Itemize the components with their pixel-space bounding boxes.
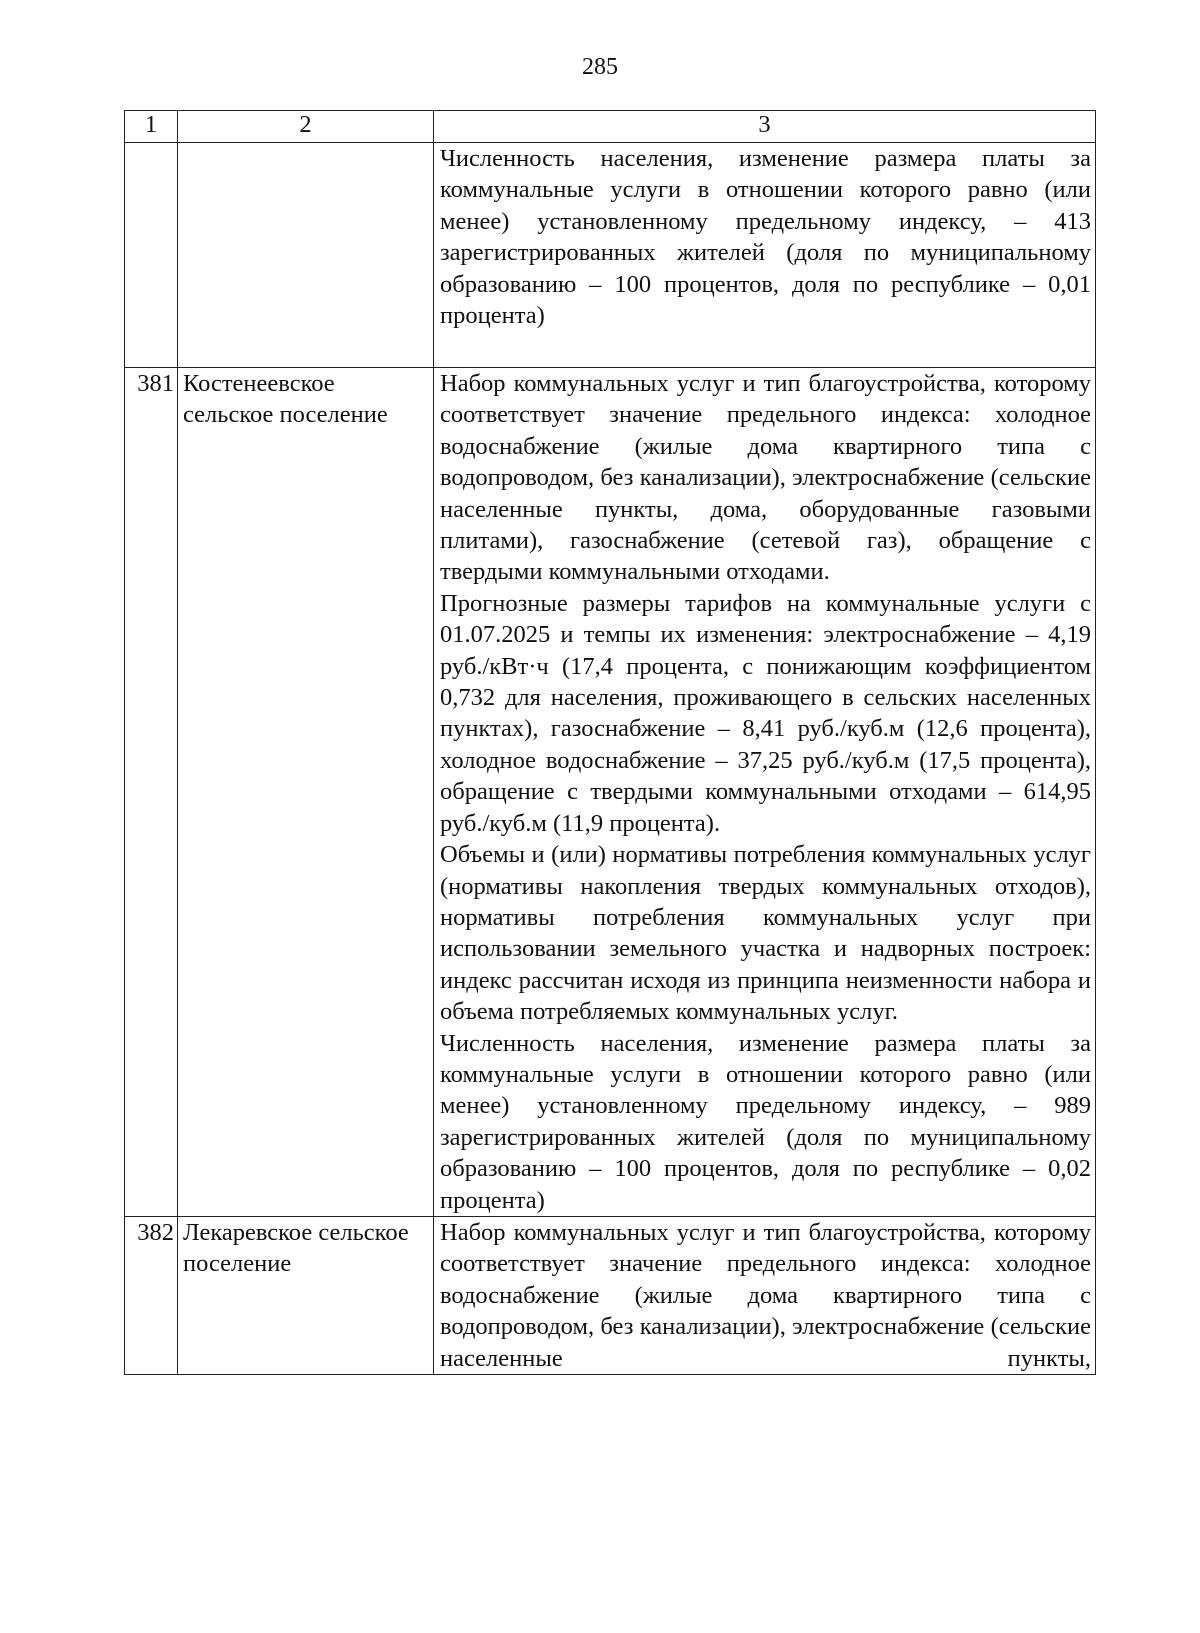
description-paragraph: Численность населения, изменение размера платы за коммунальные услуги в отношении которого равно (или менее) установленному предельному индексу, – 413 зарегистрированных жителей (доля по муниципальному образованию – 100 процентов, доля по республике – 0,01 процента) [440,145,1091,330]
table-row-381 [125,368,1096,1217]
row-number-cell [125,143,178,368]
description-paragraph: Численность населения, изменение размера платы за коммунальные услуги в отношении которого равно (или менее) установленному предельному индексу, – 989 зарегистрированных жителей (доля по муниципальному образованию – 100 процентов, доля по республике – 0,02 процента) [440,1029,1091,1214]
row-description-cell [434,368,1096,1217]
table-header-row [125,111,1096,143]
column-header-3: 3 [434,111,1096,143]
row-name-cell: Лекаревское сельское поселение [178,1216,434,1374]
row-name-cell [178,143,434,368]
description-paragraph: Набор коммунальных услуг и тип благоустройства, которому соответствует значение предельного индекса: холодное водоснабжение (жилые дома квартирного типа с водопроводом, без канализации), электроснабжение (сельские населенные пункты, дома, оборудованные газовыми плитами), газоснабжение (сетевой газ), обращение с твердыми коммунальными отходами. [440,370,1091,586]
page-number: 285 [582,54,618,80]
description-paragraph: Набор коммунальных услуг и тип благоустройства, которому соответствует значение предельного индекса: холодное водоснабжение (жилые дома квартирного типа с водопроводом, без канализации), электроснабжение (сельские населенные пункты, [440,1218,1091,1372]
column-header-1: 1 [125,111,178,143]
row-name-cell: Костенеевское сельское поселение [178,368,434,1217]
table-row-continuation [125,143,1096,368]
column-header-2: 2 [178,111,434,143]
description-paragraph: Прогнозные размеры тарифов на коммунальные услуги с 01.07.2025 и темпы их изменения: электроснабжение – 4,19 руб./кВт·ч (17,4 процента, с понижающим коэффициентом 0,732 для населения, проживающего в сельских населенных пунктах), газоснабжение – 8,41 руб./куб.м (12,6 процента), холодное водоснабжение – 37,25 руб./куб.м (17,5 процента), обращение с твердыми коммунальными отходами – 614,95 руб./куб.м (11,9 процента). [440,589,1091,837]
row-description-cell [434,143,1096,368]
row-number-cell: 382 [125,1216,178,1374]
row-description-cell [434,1216,1096,1374]
document-table [124,110,1096,1375]
description-paragraph: Объемы и (или) нормативы потребления коммунальных услуг (нормативы накопления твердых коммунальных отходов), нормативы потребления коммунальных услуг при использовании земельного участка и надворных построек: индекс рассчитан исходя из принципа неизменности набора и объема потребляемых коммунальных услуг. [440,841,1091,1026]
table-row-382 [125,1216,1096,1374]
row-number-cell: 381 [125,368,178,1217]
